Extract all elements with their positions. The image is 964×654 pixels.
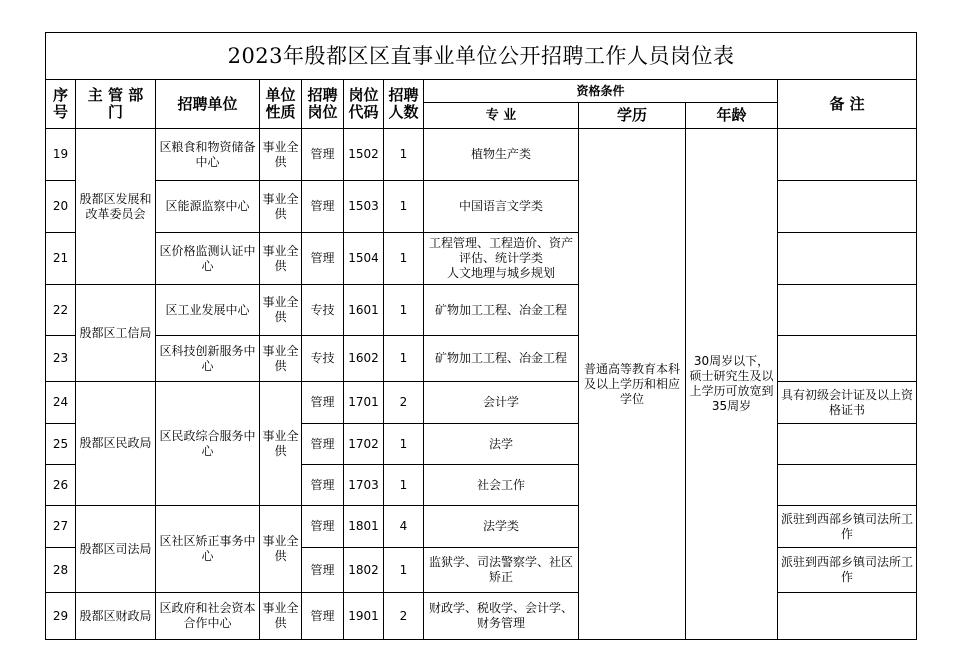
cell-remark xyxy=(778,285,917,336)
cell-seq: 20 xyxy=(46,181,76,233)
cell-major: 社会工作 xyxy=(424,465,579,506)
table-row xyxy=(46,233,917,285)
header-code: 岗位代码 xyxy=(344,80,384,129)
cell-post: 管理 xyxy=(302,181,344,233)
cell-unit: 区政府和社会资本合作中心 xyxy=(156,593,260,640)
header-qualification: 资格条件 xyxy=(424,80,778,103)
table-title: 2023年殷都区区直事业单位公开招聘工作人员岗位表 xyxy=(46,33,917,80)
cell-post: 管理 xyxy=(302,382,344,424)
cell-remark xyxy=(778,129,917,181)
header-dept: 主 管 部 门 xyxy=(76,80,156,129)
cell-major: 矿物加工工程、冶金工程 xyxy=(424,285,579,336)
cell-nature: 事业全供 xyxy=(260,181,302,233)
cell-count: 2 xyxy=(384,593,424,640)
cell-post: 管理 xyxy=(302,424,344,465)
cell-major: 会计学 xyxy=(424,382,579,424)
cell-major: 法学 xyxy=(424,424,579,465)
cell-post: 管理 xyxy=(302,129,344,181)
cell-major: 财政学、税收学、会计学、财务管理 xyxy=(424,593,579,640)
cell-unit: 区科技创新服务中心 xyxy=(156,336,260,382)
cell-seq: 27 xyxy=(46,506,76,548)
cell-code: 1901 xyxy=(344,593,384,640)
cell-unit: 区粮食和物资储备中心 xyxy=(156,129,260,181)
cell-unit: 区价格监测认证中心 xyxy=(156,233,260,285)
header-unit: 招聘单位 xyxy=(156,80,260,129)
header-education: 学历 xyxy=(579,103,686,129)
header-count: 招聘人数 xyxy=(384,80,424,129)
cell-post: 专技 xyxy=(302,336,344,382)
cell-unit: 区民政综合服务中心 xyxy=(156,382,260,506)
cell-seq: 28 xyxy=(46,548,76,593)
cell-count: 1 xyxy=(384,465,424,506)
cell-major: 工程管理、工程造价、资产评估、统计学类 人文地理与城乡规划 xyxy=(424,233,579,285)
header-age: 年龄 xyxy=(686,103,778,129)
cell-post: 管理 xyxy=(302,506,344,548)
cell-remark xyxy=(778,336,917,382)
cell-seq: 25 xyxy=(46,424,76,465)
cell-code: 1502 xyxy=(344,129,384,181)
cell-major: 矿物加工工程、冶金工程 xyxy=(424,336,579,382)
cell-code: 1702 xyxy=(344,424,384,465)
cell-nature: 事业全供 xyxy=(260,285,302,336)
cell-remark: 具有初级会计证及以上资格证书 xyxy=(778,382,917,424)
cell-code: 1504 xyxy=(344,233,384,285)
cell-major: 监狱学、司法警察学、社区矫正 xyxy=(424,548,579,593)
cell-post: 管理 xyxy=(302,548,344,593)
cell-dept: 殷都区民政局 xyxy=(76,382,156,506)
cell-nature: 事业全供 xyxy=(260,593,302,640)
cell-remark: 派驻到西部乡镇司法所工作 xyxy=(778,548,917,593)
cell-seq: 23 xyxy=(46,336,76,382)
cell-count: 1 xyxy=(384,336,424,382)
cell-code: 1601 xyxy=(344,285,384,336)
cell-code: 1802 xyxy=(344,548,384,593)
header-seq: 序号 xyxy=(46,80,76,129)
table-row xyxy=(46,336,917,382)
cell-education-shared: 普通高等教育本科及以上学历和相应学位 xyxy=(579,129,686,640)
cell-remark xyxy=(778,593,917,640)
cell-code: 1703 xyxy=(344,465,384,506)
cell-dept: 殷都区工信局 xyxy=(76,285,156,382)
job-position-table xyxy=(45,32,917,640)
cell-seq: 24 xyxy=(46,382,76,424)
cell-count: 1 xyxy=(384,233,424,285)
cell-remark: 派驻到西部乡镇司法所工作 xyxy=(778,506,917,548)
cell-count: 1 xyxy=(384,548,424,593)
cell-dept: 殷都区财政局 xyxy=(76,593,156,640)
cell-seq: 21 xyxy=(46,233,76,285)
cell-seq: 29 xyxy=(46,593,76,640)
cell-post: 管理 xyxy=(302,465,344,506)
cell-nature: 事业全供 xyxy=(260,382,302,506)
cell-nature: 事业全供 xyxy=(260,129,302,181)
cell-post: 管理 xyxy=(302,593,344,640)
cell-seq: 22 xyxy=(46,285,76,336)
cell-code: 1801 xyxy=(344,506,384,548)
header-remark: 备 注 xyxy=(778,80,917,129)
cell-count: 1 xyxy=(384,181,424,233)
cell-major: 植物生产类 xyxy=(424,129,579,181)
cell-seq: 19 xyxy=(46,129,76,181)
header-nature: 单位性质 xyxy=(260,80,302,129)
table-row xyxy=(46,181,917,233)
cell-major: 法学类 xyxy=(424,506,579,548)
cell-post: 专技 xyxy=(302,285,344,336)
cell-count: 2 xyxy=(384,382,424,424)
cell-count: 1 xyxy=(384,424,424,465)
cell-unit: 区工业发展中心 xyxy=(156,285,260,336)
table-row xyxy=(46,506,917,548)
table-row xyxy=(46,593,917,640)
cell-major: 中国语言文学类 xyxy=(424,181,579,233)
cell-remark xyxy=(778,424,917,465)
cell-remark xyxy=(778,465,917,506)
cell-nature: 事业全供 xyxy=(260,506,302,593)
cell-count: 1 xyxy=(384,129,424,181)
cell-dept: 殷都区发展和改革委员会 xyxy=(76,129,156,285)
cell-code: 1701 xyxy=(344,382,384,424)
cell-post: 管理 xyxy=(302,233,344,285)
cell-remark xyxy=(778,181,917,233)
cell-code: 1503 xyxy=(344,181,384,233)
header-major: 专 业 xyxy=(424,103,579,129)
table-row xyxy=(46,382,917,424)
header-post: 招聘岗位 xyxy=(302,80,344,129)
cell-remark xyxy=(778,233,917,285)
cell-unit: 区社区矫正事务中心 xyxy=(156,506,260,593)
cell-count: 4 xyxy=(384,506,424,548)
cell-unit: 区能源监察中心 xyxy=(156,181,260,233)
cell-seq: 26 xyxy=(46,465,76,506)
cell-code: 1602 xyxy=(344,336,384,382)
cell-age-shared: 30周岁以下，硕士研究生及以上学历可放宽到35周岁 xyxy=(686,129,778,640)
cell-nature: 事业全供 xyxy=(260,233,302,285)
table-row xyxy=(46,285,917,336)
table-row xyxy=(46,129,917,181)
cell-dept: 殷都区司法局 xyxy=(76,506,156,593)
cell-nature: 事业全供 xyxy=(260,336,302,382)
cell-count: 1 xyxy=(384,285,424,336)
